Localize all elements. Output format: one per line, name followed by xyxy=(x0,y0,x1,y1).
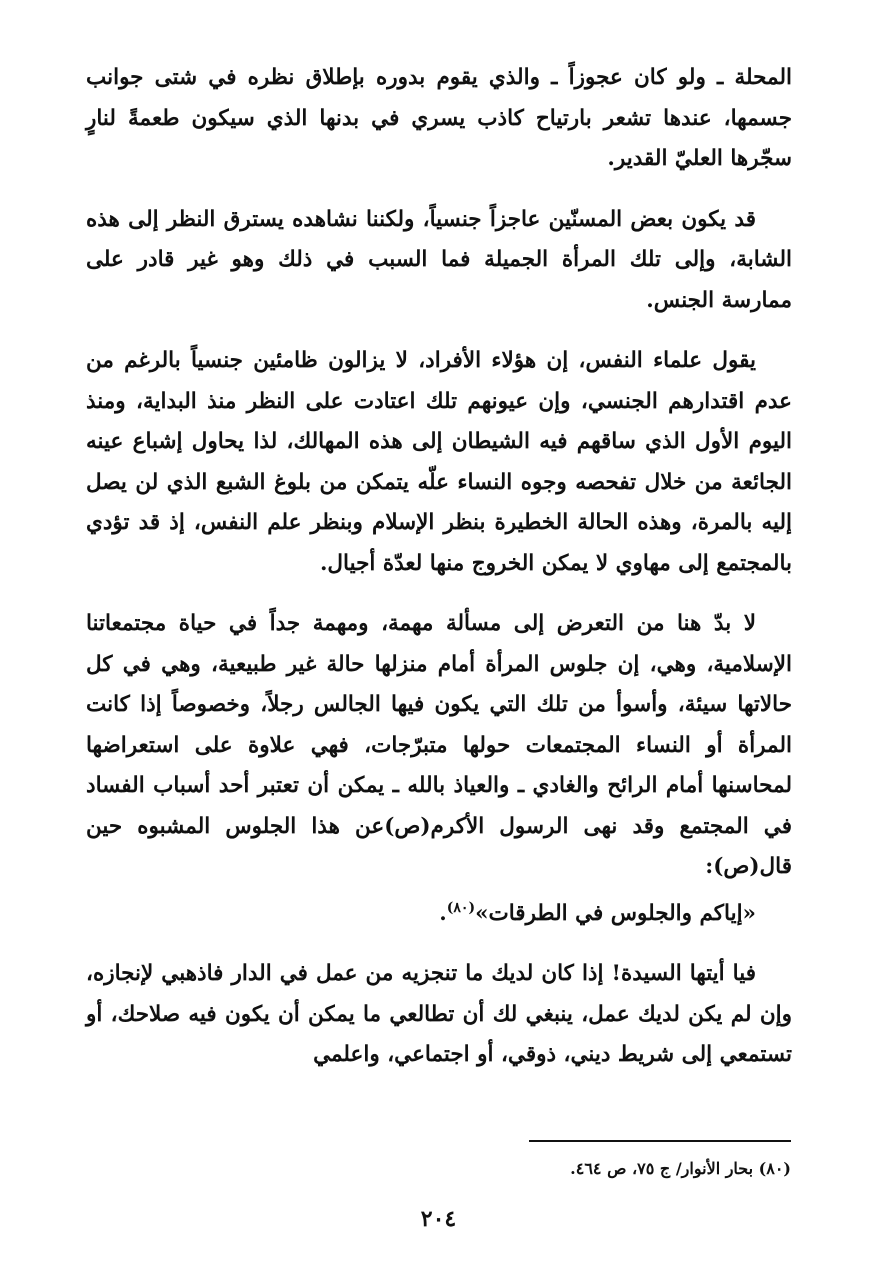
hadith-footnote-mark: (٨٠) xyxy=(446,899,476,916)
paragraph-2: قد يكون بعض المسنّين عاجزاً جنسياً، ولكننا نشاهده يسترق النظر إلى هذه الشابة، وإلى تلك المرأة الجميلة فما السبب في ذلك وهو غير قادر على ممارسة الجنس. xyxy=(86,206,792,313)
paragraph-3: يقول علماء النفس، إن هؤلاء الأفراد، لا يزالون ظامئين جنسياً بالرغم من عدم اقتدارهم الجنسي، وإن عيونهم تلك اعتادت على النظر منذ البداية، ومنذ اليوم الأول الذي ساقهم فيه الشيطان إلى هذه المهالك، لذا يحاول إشباع عينه الجائعة من خلال تفحصه وجوه النساء علّه يتمكن من بلوغ الشبع الذي لن يصل إليه بالمرة، وهذه الحالة الخطيرة بنظر الإسلام وبنظر علم النفس، إذ قد تؤدي بالمجتمع إلى مهاوي لا يمكن الخروج منها لعدّة أجيال. xyxy=(86,348,792,576)
paragraph-1: المحلة ـ ولو كان عجوزاً ـ والذي يقوم بدوره بإطلاق نظره في شتى جوانب جسمها، عندها تشعر بارتياح كاذب يسري في بدنها الذي سيكون طعمةً لنارٍ سجّرها العليّ القدير. xyxy=(86,65,792,171)
paragraph-4: لا بدّ هنا من التعرض إلى مسألة مهمة، ومهمة جداً في حياة مجتمعاتنا الإسلامية، وهي، إن جلوس المرأة أمام منزلها حالة غير طبيعية، وهي في كل حالاتها سيئة، وأسوأ من تلك التي يكون فيها الجالس رجلاً، وخصوصاً إذا كانت المرأة أو النساء المجتمعات حولها متبرّجات، فهي علاوة على استعراضها لمحاسنها أمام الرائح والغادي ـ والعياذ بالله ـ يمكن أن تعتبر أحد أسباب الفساد في المجتمع وقد نهى الرسول الأكرم(ص)عن هذا الجلوس المشبوه حين قال(ص): xyxy=(86,611,792,879)
hadith-end: . xyxy=(439,900,447,926)
hadith-text: «إياكم والجلوس في الطرقات» xyxy=(475,900,756,926)
footnote-divider xyxy=(529,1140,791,1142)
hadith-quote xyxy=(86,888,792,935)
page-number: ٢٠٤ xyxy=(420,1206,457,1232)
paragraph-5: فيا أيتها السيدة! إذا كان لديك ما تنجزيه من عمل في الدار فاذهبي لإنجازه، وإن لم يكن لديك عمل، ينبغي لك أن تطالعي ما يمكن أن يكون فيه صلاحك، أو تستمعي إلى شريط ديني، ذوقي، أو اجتماعي، واعلمي xyxy=(86,961,792,1068)
footnote: (٨٠) بحار الأنوار/ ج ٧٥، ص ٤٦٤. xyxy=(570,1159,791,1178)
page-body xyxy=(86,58,792,1076)
